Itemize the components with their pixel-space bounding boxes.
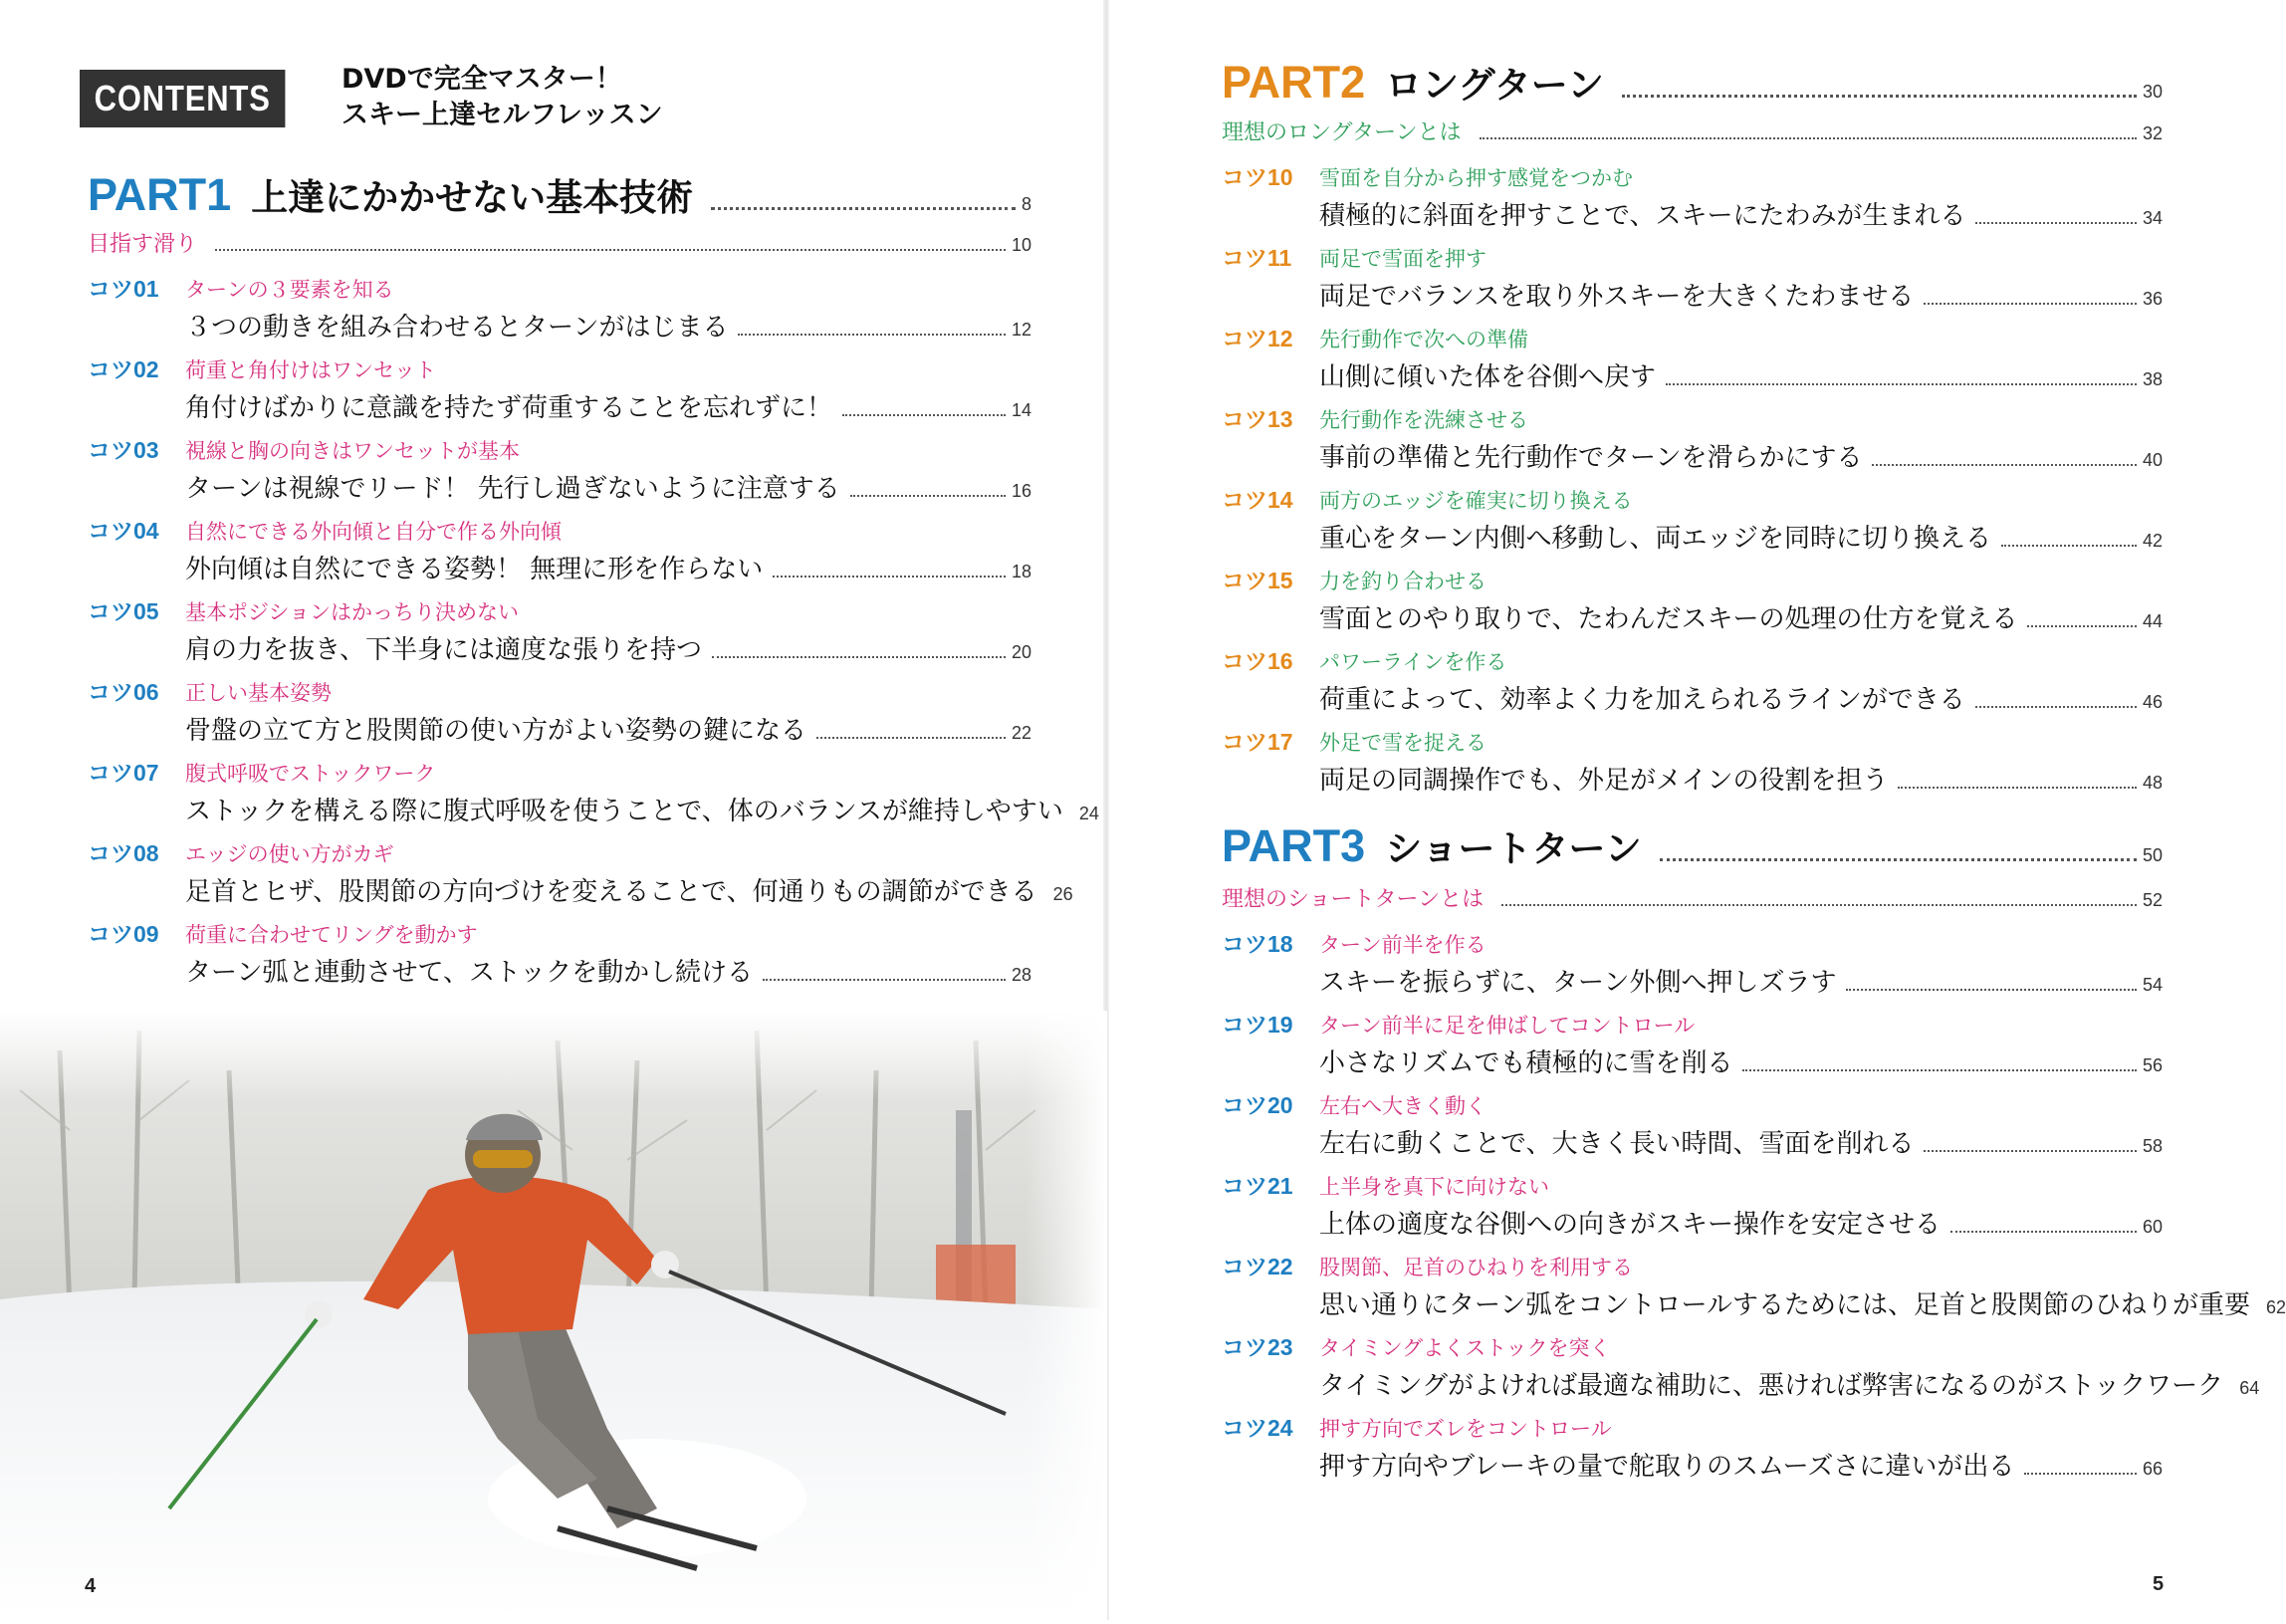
kotsu-description-row (1319, 962, 2163, 1000)
kotsu-title: 両方のエッジを確実に切り換える (1319, 489, 1633, 513)
kotsu-title: 先行動作を洗練させる (1319, 408, 1528, 432)
kotsu-page: 64 (2239, 1378, 2260, 1398)
kotsu-heading (1222, 401, 1528, 434)
kotsu-title: パワーラインを作る (1319, 650, 1507, 674)
kotsu-description-row (185, 710, 1031, 748)
kotsu-description-row (185, 387, 1031, 425)
kotsu-page: 40 (2142, 450, 2163, 470)
kotsu-heading (1222, 240, 1486, 273)
kotsu-heading (88, 351, 436, 384)
kotsu-heading (1222, 1087, 1486, 1120)
kotsu-number: コツ16 (1222, 648, 1293, 674)
kotsu-heading (1222, 643, 1506, 676)
leader-dots (850, 494, 1006, 497)
kotsu-description: 両足でバランスを取り外スキーを大きくたわませる (1319, 282, 1915, 312)
leader-dots (1660, 857, 2137, 861)
kotsu-description-row (185, 629, 1031, 667)
kotsu-description-row (185, 952, 1031, 990)
kotsu-number: コツ11 (1222, 245, 1292, 271)
kotsu-number: コツ13 (1222, 406, 1293, 432)
kotsu-heading (1222, 724, 1486, 757)
right-page-number: 5 (2153, 1573, 2165, 1595)
kotsu-heading (1222, 1007, 1695, 1040)
kotsu-description: 事前の準備と先行動作でターンを滑らかにする (1319, 443, 1863, 473)
kotsu-description-row (1319, 195, 2163, 233)
kotsu-title: ターン前半に足を伸ばしてコントロール (1319, 1014, 1696, 1038)
kotsu-description: 押す方向やブレーキの量で舵取りのスムーズさに違いが出る (1319, 1452, 2015, 1482)
skier-illustration (0, 1011, 1107, 1620)
kotsu-description-row (185, 871, 1073, 909)
kotsu-description: 骨盤の立て方と股関節の使い方がよい姿勢の鍵になる (185, 716, 807, 746)
kotsu-page: 62 (2265, 1297, 2286, 1317)
kotsu-title: 外足で雪を捉える (1319, 731, 1486, 755)
kotsu-heading (1222, 1329, 1611, 1362)
kotsu-title: 荷重に合わせてリングを動かす (185, 923, 478, 947)
kotsu-page: 42 (2142, 531, 2163, 551)
kotsu-title: 力を釣り合わせる (1319, 570, 1486, 593)
kotsu-heading (88, 674, 332, 707)
kotsu-heading (88, 513, 562, 546)
kotsu-page: 18 (1011, 562, 1031, 581)
kotsu-number: コツ14 (1222, 487, 1293, 513)
leader-dots (2027, 624, 2136, 627)
kotsu-number: コツ04 (88, 518, 159, 544)
leader-dots (2024, 1472, 2137, 1475)
kotsu-heading (1222, 482, 1633, 515)
kotsu-description: 肩の力を抜き、下半身には適度な張りを持つ (185, 635, 702, 665)
left-page-number: 4 (85, 1575, 97, 1597)
kotsu-description-row (1319, 1043, 2163, 1080)
kotsu-description: 小さなリズムでも積極的に雪を削る (1319, 1048, 1733, 1078)
kotsu-number: コツ07 (88, 760, 159, 786)
kotsu-description: ストックを構える際に腹式呼吸を使うことで、体のバランスが維持しやすい (185, 797, 1063, 826)
part2-heading (1222, 55, 2163, 109)
kotsu-description: ３つの動きを組み合わせるとターンがはじまる (185, 313, 729, 343)
kotsu-description: 外向傾は自然にできる姿勢！ 無理に形を作らない (185, 555, 764, 584)
kotsu-number: コツ20 (1222, 1092, 1293, 1118)
leader-dots (1950, 1230, 2137, 1233)
kotsu-description-row (1319, 760, 2163, 798)
intro-page: 32 (2142, 123, 2163, 143)
contents-badge (80, 70, 285, 127)
leader-dots (2001, 544, 2137, 547)
kotsu-description: 角付けばかりに意識を持たず荷重することを忘れずに！ (185, 393, 833, 423)
leader-dots (1975, 221, 2136, 224)
part1-heading (88, 167, 1031, 221)
kotsu-description: 雪面とのやり取りで、たわんだスキーの処理の仕方を覚える (1319, 604, 2018, 634)
kotsu-description: 足首とヒザ、股関節の方向づけを変えることで、何通りもの調節ができる (185, 877, 1037, 907)
kotsu-description-row (1319, 1365, 2260, 1403)
intro-page: 52 (2142, 890, 2163, 910)
kotsu-description-row (1319, 518, 2163, 556)
intro-label: 理想のショートターンとは (1222, 887, 1485, 912)
kotsu-page: 60 (2142, 1217, 2163, 1237)
kotsu-title: ターンの３要素を知る (185, 278, 394, 302)
kotsu-number: コツ09 (88, 921, 159, 947)
leader-dots (712, 655, 1006, 658)
kotsu-description-row (1319, 1204, 2163, 1242)
kotsu-number: コツ18 (1222, 931, 1293, 957)
leader-dots (1924, 302, 2137, 305)
part3-number: PART3 (1222, 820, 1366, 871)
leader-dots (842, 413, 1006, 416)
kotsu-heading (1222, 926, 1486, 959)
kotsu-title: 両足で雪面を押す (1319, 247, 1486, 271)
intro-label: 理想のロングターンとは (1222, 120, 1462, 145)
kotsu-heading (88, 432, 520, 465)
kotsu-heading (1222, 1168, 1549, 1201)
kotsu-description: 思い通りにターン弧をコントロールするためには、足首と股関節のひねりが重要 (1319, 1290, 2250, 1320)
left-page (0, 0, 1107, 1620)
kotsu-title: 正しい基本姿勢 (185, 681, 332, 705)
kotsu-description-row (185, 468, 1031, 506)
kotsu-description-row (185, 791, 1099, 828)
kotsu-title: 腹式呼吸でストックワーク (185, 762, 436, 786)
part1-page: 8 (1021, 194, 1031, 214)
kotsu-description-row (185, 549, 1031, 586)
kotsu-page: 36 (2142, 289, 2163, 309)
leader-dots (1742, 1068, 2136, 1071)
kotsu-number: コツ10 (1222, 164, 1293, 190)
kotsu-description: ターンは視線でリード！ 先行し過ぎないように注意する (185, 474, 840, 504)
kotsu-number: コツ23 (1222, 1334, 1293, 1360)
kotsu-description: 重心をターン内側へ移動し、両エッジを同時に切り換える (1319, 524, 1991, 554)
kotsu-description-row (185, 307, 1031, 345)
kotsu-description: スキーを振らずに、ターン外側へ押しズラす (1319, 968, 1837, 998)
kotsu-heading (1222, 1410, 1612, 1443)
part3-page: 50 (2142, 845, 2163, 865)
right-page (1107, 0, 2286, 1620)
kotsu-page: 38 (2142, 369, 2163, 389)
kotsu-description-row (1319, 1446, 2163, 1484)
kotsu-title: 基本ポジションはかっちり決めない (185, 600, 520, 624)
kotsu-number: コツ24 (1222, 1415, 1293, 1441)
intro-label: 目指す滑り (88, 232, 198, 257)
kotsu-title: 視線と胸の向きはワンセットが基本 (185, 439, 520, 463)
leader-dots (1975, 705, 2137, 708)
kotsu-description: 積極的に斜面を押すことで、スキーにたわみが生まれる (1319, 201, 1966, 231)
leader-dots (1501, 903, 2137, 906)
kotsu-number: コツ15 (1222, 568, 1293, 593)
kotsu-page: 20 (1011, 642, 1031, 662)
kotsu-title: 荷重と角付けはワンセット (185, 358, 436, 382)
leader-dots (1924, 1149, 2136, 1152)
leader-dots (1666, 382, 2137, 385)
kotsu-title: 股関節、足首のひねりを利用する (1319, 1256, 1633, 1279)
kotsu-description-row (1319, 356, 2163, 394)
part2-page: 30 (2142, 82, 2163, 102)
kotsu-page: 24 (1078, 804, 1099, 823)
kotsu-description: 左右に動くことで、大きく長い時間、雪面を削れる (1319, 1129, 1915, 1159)
kotsu-number: コツ12 (1222, 326, 1293, 351)
leader-dots (1480, 136, 2137, 139)
kotsu-number: コツ02 (88, 356, 159, 382)
kotsu-heading (1222, 563, 1486, 595)
kotsu-title: 上半身を真下に向けない (1319, 1175, 1549, 1199)
kotsu-number: コツ05 (88, 598, 159, 624)
kotsu-page: 66 (2142, 1459, 2163, 1479)
leader-dots (763, 978, 1006, 981)
kotsu-description-row (1319, 1123, 2163, 1161)
part2-number: PART2 (1222, 57, 1366, 108)
kotsu-title: 自然にできる外向傾と自分で作る外向傾 (185, 520, 562, 544)
kotsu-description-row (1319, 598, 2163, 636)
kotsu-number: コツ17 (1222, 729, 1293, 755)
leader-dots (738, 333, 1005, 336)
kotsu-heading (88, 271, 394, 304)
leader-dots (711, 206, 1016, 210)
kotsu-page: 12 (1011, 320, 1031, 340)
kotsu-heading (1222, 321, 1528, 353)
part3-intro (1222, 882, 2163, 913)
kotsu-page: 16 (1011, 481, 1031, 501)
kotsu-description: タイミングがよければ最適な補助に、悪ければ弊害になるのがストックワーク (1319, 1371, 2224, 1401)
book-title-line1: DVDで完全マスター！ (342, 64, 622, 95)
kotsu-number: コツ22 (1222, 1254, 1293, 1279)
part1-intro (88, 227, 1031, 258)
kotsu-number: コツ01 (88, 276, 159, 302)
kotsu-page: 48 (2142, 773, 2163, 793)
kotsu-heading (1222, 159, 1633, 192)
kotsu-page: 58 (2142, 1136, 2163, 1156)
intro-page: 10 (1011, 235, 1031, 255)
part2-intro (1222, 116, 2163, 146)
kotsu-description: ターン弧と連動させて、ストックを動かし続ける (185, 958, 754, 988)
kotsu-heading (1222, 1249, 1633, 1281)
leader-dots (1872, 463, 2136, 466)
kotsu-page: 26 (1052, 884, 1073, 904)
kotsu-number: コツ19 (1222, 1012, 1293, 1038)
kotsu-title: ターン前半を作る (1319, 933, 1486, 957)
kotsu-page: 28 (1011, 965, 1031, 985)
kotsu-title: 左右へ大きく動く (1319, 1094, 1486, 1118)
kotsu-heading (88, 916, 478, 949)
kotsu-description: 上体の適度な谷側への向きがスキー操作を安定させる (1319, 1210, 1942, 1240)
book-title (342, 62, 663, 133)
kotsu-description-row (1319, 1284, 2286, 1322)
book-title-line2: スキー上達セルフレッスン (342, 100, 663, 130)
kotsu-description-row (1319, 437, 2163, 475)
kotsu-page: 14 (1011, 400, 1031, 420)
kotsu-number: コツ21 (1222, 1173, 1293, 1199)
kotsu-number: コツ03 (88, 437, 159, 463)
kotsu-heading (88, 835, 394, 868)
leader-dots (1898, 786, 2136, 789)
kotsu-page: 56 (2142, 1055, 2163, 1075)
part3-heading (1222, 818, 2163, 872)
part3-title: ショートターン (1385, 827, 1642, 870)
kotsu-page: 54 (2142, 975, 2163, 995)
kotsu-description: 山側に傾いた体を谷側へ戻す (1319, 362, 1657, 392)
kotsu-description-row (1319, 276, 2163, 314)
kotsu-title: 雪面を自分から押す感覚をつかむ (1319, 166, 1633, 190)
part1-number: PART1 (88, 169, 232, 220)
leader-dots (1846, 988, 2136, 991)
kotsu-title: エッジの使い方がカギ (185, 842, 394, 866)
leader-dots (1622, 94, 2137, 98)
contents-label: CONTENTS (94, 78, 271, 118)
skier-photo (0, 1011, 1107, 1620)
kotsu-description: 両足の同調操作でも、外足がメインの役割を担う (1319, 766, 1889, 796)
kotsu-heading (88, 755, 435, 788)
kotsu-description-row (1319, 679, 2163, 717)
kotsu-page: 22 (1011, 723, 1031, 743)
kotsu-page: 44 (2142, 611, 2163, 631)
kotsu-title: 押す方向でズレをコントロール (1319, 1417, 1612, 1441)
kotsu-number: コツ06 (88, 679, 159, 705)
leader-dots (773, 575, 1006, 578)
leader-dots (816, 736, 1006, 739)
kotsu-title: 先行動作で次への準備 (1319, 328, 1528, 351)
kotsu-title: タイミングよくストックを突く (1319, 1336, 1611, 1360)
part1-title: 上達にかかせない基本技術 (251, 176, 694, 219)
kotsu-heading (88, 593, 519, 626)
kotsu-page: 46 (2142, 692, 2163, 712)
kotsu-page: 34 (2142, 208, 2163, 228)
leader-dots (215, 248, 1006, 251)
kotsu-number: コツ08 (88, 840, 159, 866)
kotsu-description: 荷重によって、効率よく力を加えられるラインができる (1319, 685, 1965, 715)
part2-title: ロングターン (1385, 64, 1604, 107)
